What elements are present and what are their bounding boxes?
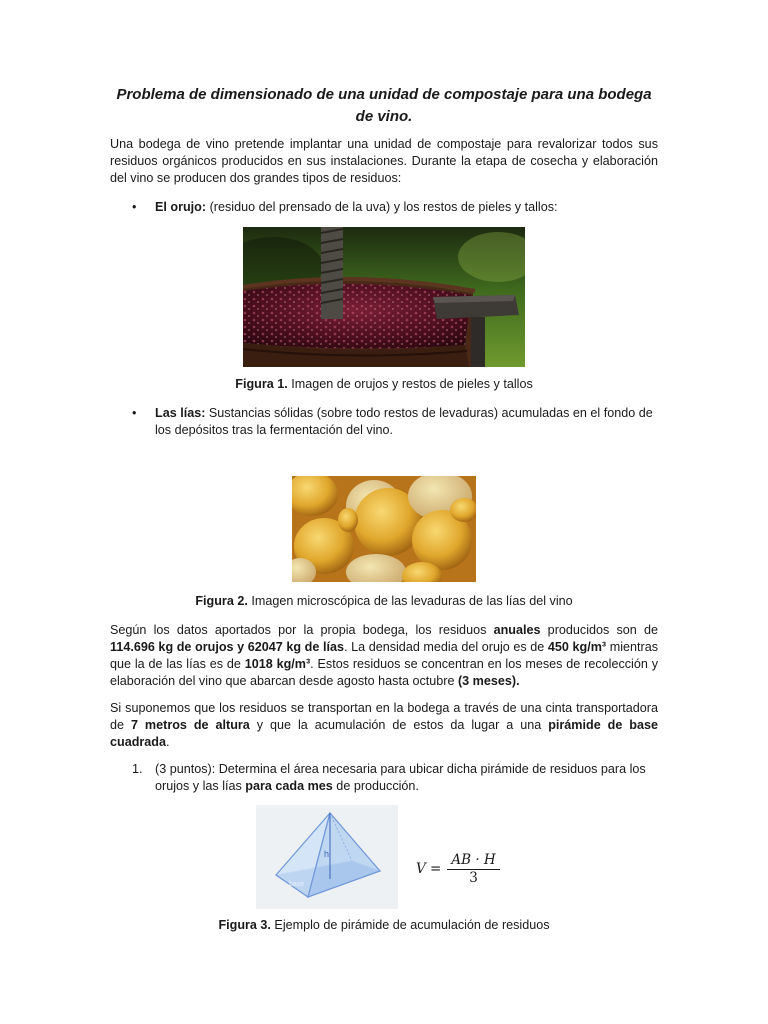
figure-2-label: Figura 2.: [195, 594, 248, 608]
bold-run: 450 kg/m³: [547, 640, 607, 654]
text-run: . La densidad media del orujo es de: [343, 640, 548, 654]
transport-paragraph: [110, 700, 658, 751]
figure-3-row: [110, 805, 658, 911]
text-run: Según los datos aportados por la propia bodega, los residuos: [110, 623, 494, 637]
text-run: mientras que la de las lías es de: [110, 640, 659, 671]
bold-run: anuales: [493, 623, 541, 637]
question-number: 1.: [132, 762, 143, 776]
bold-run: 114.696 kg de orujos y 62047 kg de lías: [110, 640, 344, 654]
bullet-dot: •: [132, 200, 137, 214]
bold-run: para cada mes: [245, 779, 333, 793]
bold-run: (3 meses).: [457, 674, 520, 688]
formula-fraction: [447, 852, 499, 886]
question-1: [110, 761, 658, 795]
text-run: .: [166, 735, 170, 749]
pyramid-base-label: base: [289, 881, 305, 888]
text-run: de producción.: [332, 779, 419, 793]
figure-3-label: Figura 3.: [218, 918, 271, 932]
pyramid-diagram: [256, 805, 398, 909]
volume-formula: [416, 852, 500, 886]
bullet-term: Las lías:: [155, 406, 206, 420]
bullet-text: Sustancias sólidas (sobre todo restos de levaduras) acumuladas en el fondo de los depósitos tras la fermentación del vino.: [155, 406, 653, 437]
figure-3-caption-text: Ejemplo de pirámide de acumulación de residuos: [270, 918, 550, 932]
bullet-text: (residuo del prensado de la uva) y los restos de pieles y tallos:: [206, 200, 558, 214]
figure-1-caption: [110, 376, 658, 393]
figure-1-caption-text: Imagen de orujos y restos de pieles y tallos: [287, 377, 533, 391]
text-run: producidos son de: [540, 623, 659, 637]
bold-run: pirámide de base cuadrada: [110, 718, 658, 749]
text-run: Si suponemos que los residuos se transportan en la bodega a través de una cinta transportadora de: [110, 701, 658, 732]
figure-1-label: Figura 1.: [235, 377, 288, 391]
text-run: . Estos residuos se concentran en los meses de recolección y elaboración del vino que abarcan desde agosto hasta octubre: [110, 657, 658, 688]
figure-2-caption: [110, 593, 658, 610]
pyramid-height-label: h: [324, 849, 330, 859]
bold-run: 1018 kg/m³: [244, 657, 311, 671]
formula-lhs: V =: [416, 860, 442, 877]
intro-paragraph: Una bodega de vino pretende implantar una unidad de compostaje para revalorizar todos sus residuos orgánicos producidos en sus instalaciones. Durante la etapa de cosecha y elaboración del vino se producen dos grandes tipos de residuos:: [110, 137, 658, 185]
text-run: y que la acumulación de estos da lugar a una: [249, 718, 549, 732]
document-page: [110, 84, 658, 934]
document-title: Problema de dimensionado de una unidad de compostaje para una bodega de vino.: [116, 86, 652, 125]
bold-run: 7 metros de altura: [130, 718, 250, 732]
formula-numerator: AB · H: [447, 852, 499, 870]
formula-denominator: 3: [469, 870, 478, 886]
bullet-term: El orujo:: [155, 200, 207, 214]
figure-1-image: [243, 227, 525, 367]
bullet-lias: [110, 405, 658, 439]
data-paragraph: [110, 622, 658, 690]
figure-3-caption: [110, 917, 658, 934]
text-run: (3 puntos): Determina el área necesaria para ubicar dicha pirámide de residuos para los orujos y las lías: [155, 762, 646, 793]
figure-2-image: [292, 476, 476, 582]
figure-2-caption-text: Imagen microscópica de las levaduras de las lías del vino: [247, 594, 573, 608]
bullet-dot: •: [132, 406, 137, 420]
bullet-orujo: [110, 199, 658, 216]
